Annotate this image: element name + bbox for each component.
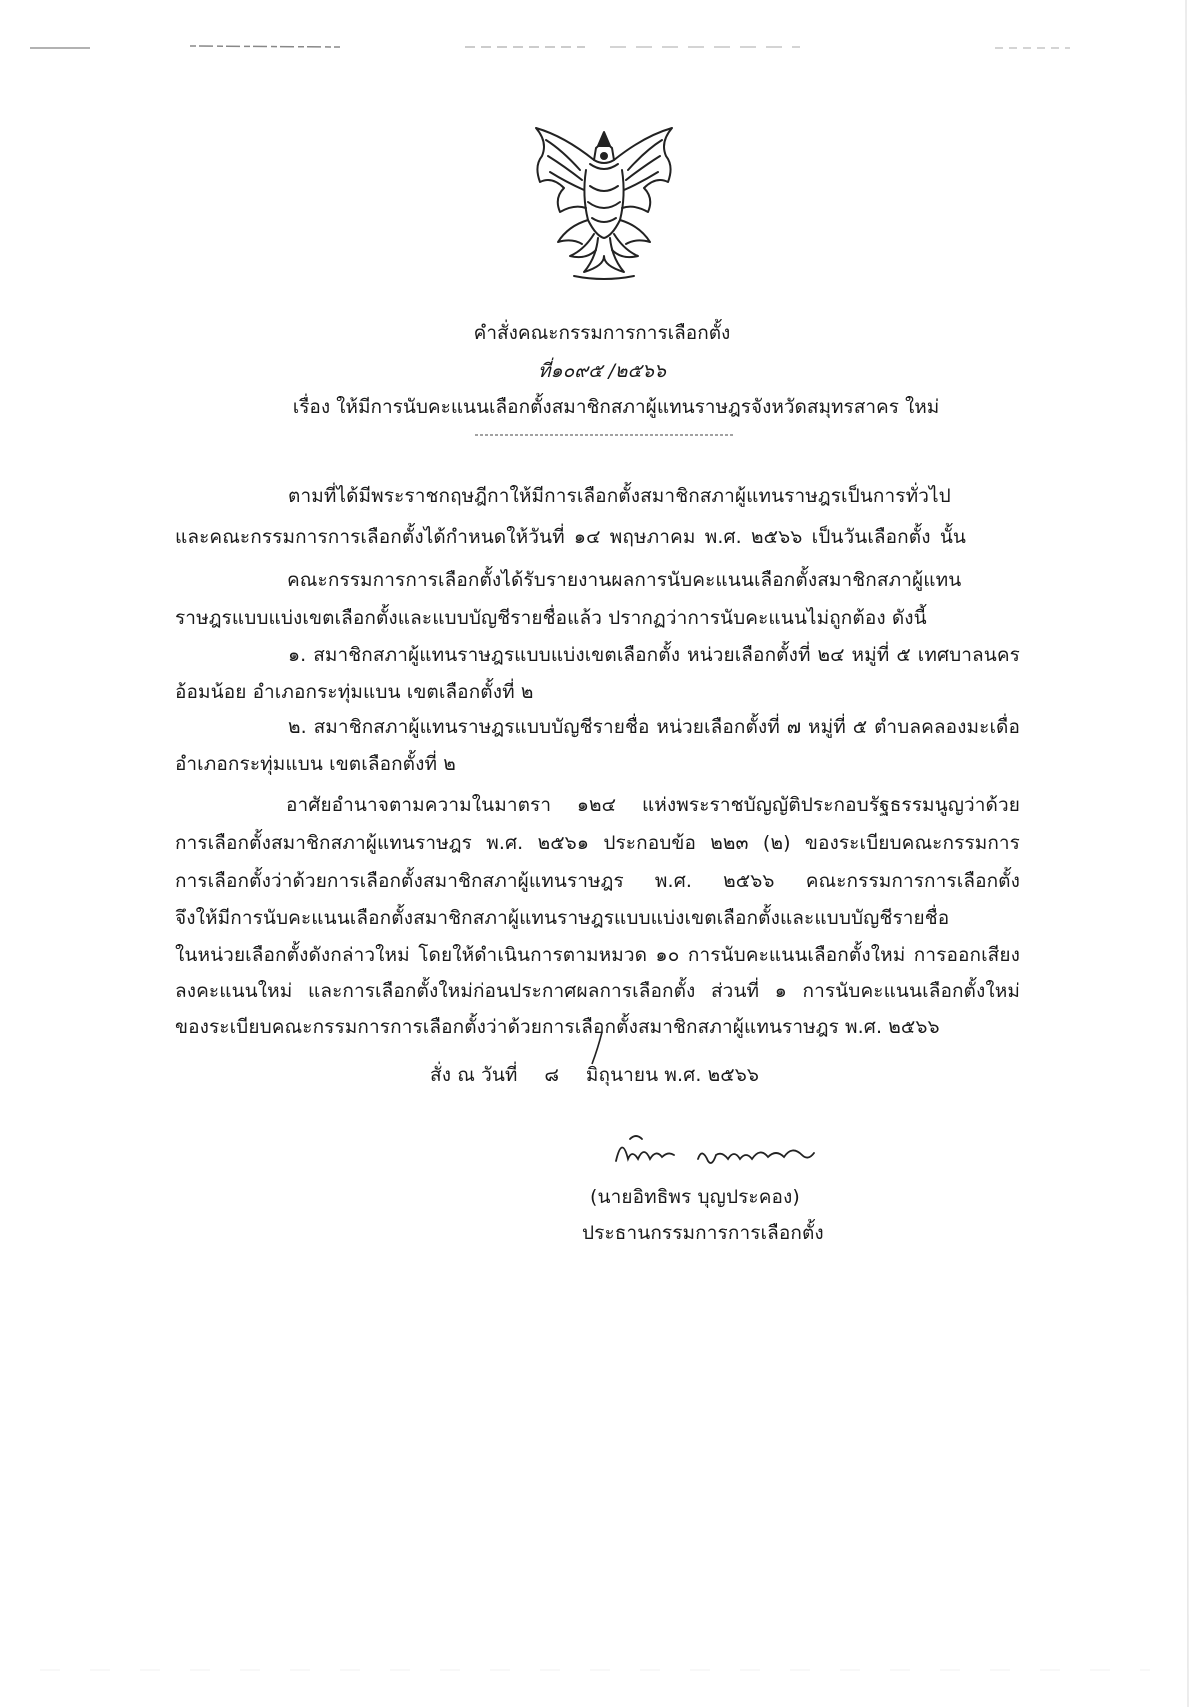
date-handwriting-mark <box>588 1030 608 1070</box>
paragraph-3-line-6: ลงคะแนนใหม่ และการเลือกตั้งใหม่ก่อนประกาศผลการเลือกตั้ง ส่วนที่ ๑ การนับคะแนนเลือกตั้งใหม่ <box>175 980 1020 1002</box>
paragraph-3-line-5: ในหน่วยเลือกตั้งดังกล่าวใหม่ โดยให้ดำเนินการตามหมวด ๑๐ การนับคะแนนเลือกตั้งใหม่ การออกเสียง <box>175 944 1020 966</box>
date-day: ๘ <box>544 1064 560 1086</box>
paragraph-3-line-7: ของระเบียบคณะกรรมการการเลือกตั้งว่าด้วยการเลือกตั้งสมาชิกสภาผู้แทนราษฎร พ.ศ. ๒๕๖๖ <box>175 1016 940 1038</box>
item-2-line-2: อำเภอกระทุ่มแบน เขตเลือกตั้งที่ ๒ <box>175 753 456 775</box>
paragraph-3-line-4: จึงให้มีการนับคะแนนเลือกตั้งสมาชิกสภาผู้แทนราษฎรแบบแบ่งเขตเลือกตั้งและแบบบัญชีรายชื่อ <box>175 907 950 929</box>
item-2-line-1: ๒. สมาชิกสภาผู้แทนราษฎรแบบบัญชีรายชื่อ หน่วยเลือกตั้งที่ ๗ หมู่ที่ ๕ ตำบลคลองมะเดื่อ <box>288 716 1020 738</box>
paragraph-3-line-1: อาศัยอำนาจตามความในมาตรา ๑๒๔ แห่งพระราชบัญญัติประกอบรัฐธรรมนูญว่าด้วย <box>286 794 1020 816</box>
item-1-line-1: ๑. สมาชิกสภาผู้แทนราษฎรแบบแบ่งเขตเลือกตั้ง หน่วยเลือกตั้งที่ ๒๔ หมู่ที่ ๕ เทศบาลนคร <box>288 644 1020 666</box>
paragraph-1-line-2: และคณะกรรมการการเลือกตั้งได้กำหนดให้วันที่ ๑๔ พฤษภาคม พ.ศ. ๒๕๖๖ เป็นวันเลือกตั้ง นั้น <box>175 526 966 548</box>
handwritten-signature <box>612 1131 827 1171</box>
paragraph-2-line-1: คณะกรรมการการเลือกตั้งได้รับรายงานผลการนับคะแนนเลือกตั้งสมาชิกสภาผู้แทน <box>287 569 962 591</box>
paragraph-2-line-2: ราษฎรแบบแบ่งเขตเลือกตั้งและแบบบัญชีรายชื่อแล้ว ปรากฏว่าการนับคะแนนไม่ถูกต้อง ดังนี้ <box>175 607 927 629</box>
order-title: คำสั่งคณะกรรมการการเลือกตั้ง <box>473 322 731 344</box>
signer-name: (นายอิทธิพร บุญประคอง) <box>590 1186 800 1208</box>
date-month-year: มิถุนายน พ.ศ. ๒๕๖๖ <box>585 1064 760 1086</box>
item-1-line-2: อ้อมน้อย อำเภอกระทุ่มแบน เขตเลือกตั้งที่ ๒ <box>175 681 534 703</box>
order-subject: เรื่อง ให้มีการนับคะแนนเลือกตั้งสมาชิกสภาผู้แทนราษฎรจังหวัดสมุทรสาคร ใหม่ <box>292 396 940 418</box>
date-prefix: สั่ง ณ วันที่ <box>430 1064 518 1086</box>
order-number: ที่๑๐๙๕ /๒๕๖๖ <box>538 360 666 382</box>
paragraph-3-line-2: การเลือกตั้งสมาชิกสภาผู้แทนราษฎร พ.ศ. ๒๕๖๑ ประกอบข้อ ๒๒๓ (๒) ของระเบียบคณะกรรมการ <box>175 832 1020 854</box>
paragraph-3-line-3: การเลือกตั้งว่าด้วยการเลือกตั้งสมาชิกสภาผู้แทนราษฎร พ.ศ. ๒๕๖๖ คณะกรรมการการเลือกตั้ง <box>175 870 1020 892</box>
garuda-emblem-icon <box>524 126 684 284</box>
paragraph-1-line-1: ตามที่ได้มีพระราชกฤษฎีกาให้มีการเลือกตั้งสมาชิกสภาผู้แทนราษฎรเป็นการทั่วไป <box>288 485 951 507</box>
subject-divider <box>475 433 735 437</box>
signer-title: ประธานกรรมการการเลือกตั้ง <box>582 1222 824 1244</box>
